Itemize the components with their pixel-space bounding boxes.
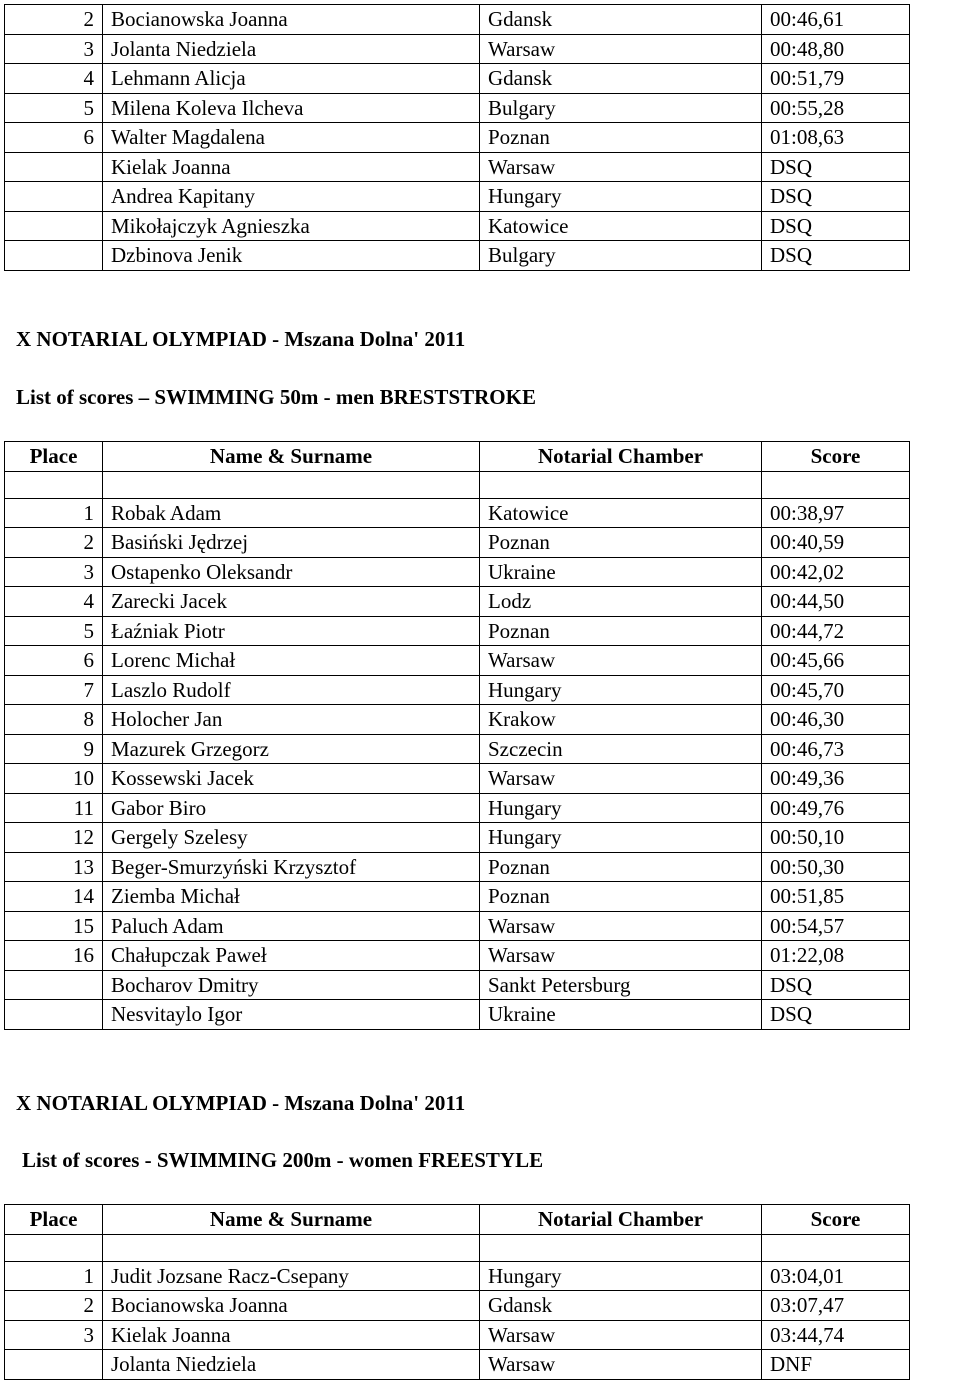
- table-row: [5, 182, 910, 212]
- name-cell: Holocher Jan: [103, 705, 480, 735]
- name-cell: Nesvitaylo Igor: [103, 1000, 480, 1030]
- chamber-header: Notarial Chamber: [480, 442, 762, 472]
- table-row: [5, 93, 910, 123]
- list-title: List of scores – SWIMMING 50m - men BRESTSTROKE: [16, 385, 536, 409]
- chamber-cell: Poznan: [480, 882, 762, 912]
- name-cell: Andrea Kapitany: [103, 182, 480, 212]
- table-row: [5, 5, 910, 35]
- name-header: Name & Surname: [103, 1205, 480, 1235]
- place-cell: 13: [5, 852, 103, 882]
- chamber-cell: Bulgary: [480, 241, 762, 271]
- score-cell: DSQ: [762, 211, 910, 241]
- score-cell: DSQ: [762, 1000, 910, 1030]
- blank-row: [5, 1234, 910, 1261]
- blank-cell: [480, 1234, 762, 1261]
- chamber-header: Notarial Chamber: [480, 1205, 762, 1235]
- score-cell: 00:50,30: [762, 852, 910, 882]
- place-cell: 16: [5, 941, 103, 971]
- score-cell: 01:08,63: [762, 123, 910, 153]
- name-cell: Jolanta Niedziela: [103, 1350, 480, 1380]
- chamber-cell: Hungary: [480, 793, 762, 823]
- blank-row: [5, 471, 910, 498]
- chamber-cell: Warsaw: [480, 1320, 762, 1350]
- event-title: X NOTARIAL OLYMPIAD - Mszana Dolna' 2011: [16, 1091, 466, 1115]
- table-row: [5, 970, 910, 1000]
- place-cell: 9: [5, 734, 103, 764]
- score-header: Score: [762, 442, 910, 472]
- table-row: [5, 882, 910, 912]
- score-cell: 00:51,85: [762, 882, 910, 912]
- table-row: [5, 1261, 910, 1291]
- score-header: Score: [762, 1205, 910, 1235]
- table-body: [5, 442, 910, 1030]
- place-cell: [5, 241, 103, 271]
- table-row: [5, 852, 910, 882]
- table-row: [5, 1350, 910, 1380]
- table-row: [5, 123, 910, 153]
- place-cell: 3: [5, 557, 103, 587]
- chamber-cell: Warsaw: [480, 152, 762, 182]
- table-row: [5, 646, 910, 676]
- score-cell: 01:22,08: [762, 941, 910, 971]
- chamber-cell: Warsaw: [480, 34, 762, 64]
- table-row: [5, 705, 910, 735]
- chamber-cell: Gdansk: [480, 64, 762, 94]
- name-cell: Zarecki Jacek: [103, 587, 480, 617]
- score-cell: 00:40,59: [762, 528, 910, 558]
- name-cell: Mikołajczyk Agnieszka: [103, 211, 480, 241]
- name-cell: Chałupczak Paweł: [103, 941, 480, 971]
- place-cell: 1: [5, 1261, 103, 1291]
- place-cell: 14: [5, 882, 103, 912]
- name-cell: Laszlo Rudolf: [103, 675, 480, 705]
- chamber-cell: Poznan: [480, 123, 762, 153]
- name-cell: Kielak Joanna: [103, 152, 480, 182]
- table-row: [5, 152, 910, 182]
- chamber-cell: Sankt Petersburg: [480, 970, 762, 1000]
- chamber-cell: Krakow: [480, 705, 762, 735]
- place-header: Place: [5, 1205, 103, 1235]
- table-row: [5, 793, 910, 823]
- score-cell: 00:48,80: [762, 34, 910, 64]
- blank-cell: [762, 1234, 910, 1261]
- place-cell: 4: [5, 64, 103, 94]
- table-row: [5, 587, 910, 617]
- blank-cell: [762, 471, 910, 498]
- place-cell: 15: [5, 911, 103, 941]
- place-cell: [5, 1000, 103, 1030]
- table-row: [5, 675, 910, 705]
- table-row: [5, 211, 910, 241]
- score-cell: DSQ: [762, 970, 910, 1000]
- score-cell: 00:44,72: [762, 616, 910, 646]
- place-cell: 6: [5, 123, 103, 153]
- table-row: [5, 1291, 910, 1321]
- place-cell: [5, 152, 103, 182]
- place-cell: [5, 970, 103, 1000]
- score-cell: 00:45,70: [762, 675, 910, 705]
- chamber-cell: Hungary: [480, 1261, 762, 1291]
- name-cell: Ostapenko Oleksandr: [103, 557, 480, 587]
- blank-cell: [103, 1234, 480, 1261]
- name-cell: Gergely Szelesy: [103, 823, 480, 853]
- score-cell: DSQ: [762, 241, 910, 271]
- score-cell: 03:44,74: [762, 1320, 910, 1350]
- blank-cell: [480, 471, 762, 498]
- chamber-cell: Gdansk: [480, 5, 762, 35]
- name-cell: Łaźniak Piotr: [103, 616, 480, 646]
- table-row: [5, 1000, 910, 1030]
- table-row: [5, 241, 910, 271]
- chamber-cell: Poznan: [480, 852, 762, 882]
- chamber-cell: Szczecin: [480, 734, 762, 764]
- table-row: [5, 498, 910, 528]
- score-cell: DSQ: [762, 182, 910, 212]
- place-cell: 8: [5, 705, 103, 735]
- table-row: [5, 557, 910, 587]
- score-cell: 03:07,47: [762, 1291, 910, 1321]
- chamber-cell: Poznan: [480, 528, 762, 558]
- chamber-cell: Poznan: [480, 616, 762, 646]
- name-cell: Bocianowska Joanna: [103, 1291, 480, 1321]
- name-cell: Basiński Jędrzej: [103, 528, 480, 558]
- table-body: [5, 5, 910, 271]
- name-cell: Mazurek Grzegorz: [103, 734, 480, 764]
- table-row: [5, 764, 910, 794]
- name-cell: Lehmann Alicja: [103, 64, 480, 94]
- score-cell: DSQ: [762, 152, 910, 182]
- name-cell: Beger-Smurzyński Krzysztof: [103, 852, 480, 882]
- score-cell: 00:51,79: [762, 64, 910, 94]
- name-header: Name & Surname: [103, 442, 480, 472]
- blank-cell: [103, 471, 480, 498]
- place-cell: 2: [5, 528, 103, 558]
- chamber-cell: Warsaw: [480, 1350, 762, 1380]
- table-row: [5, 528, 910, 558]
- place-cell: 2: [5, 5, 103, 35]
- score-cell: 03:04,01: [762, 1261, 910, 1291]
- score-cell: 00:54,57: [762, 911, 910, 941]
- place-cell: [5, 182, 103, 212]
- place-cell: 1: [5, 498, 103, 528]
- chamber-cell: Gdansk: [480, 1291, 762, 1321]
- table-row: [5, 1320, 910, 1350]
- place-cell: 10: [5, 764, 103, 794]
- table-row: [5, 34, 910, 64]
- chamber-cell: Warsaw: [480, 764, 762, 794]
- chamber-cell: Hungary: [480, 675, 762, 705]
- chamber-cell: Hungary: [480, 182, 762, 212]
- place-cell: 2: [5, 1291, 103, 1321]
- score-cell: 00:46,30: [762, 705, 910, 735]
- name-cell: Dzbinova Jenik: [103, 241, 480, 271]
- name-cell: Bocharov Dmitry: [103, 970, 480, 1000]
- chamber-cell: Lodz: [480, 587, 762, 617]
- name-cell: Walter Magdalena: [103, 123, 480, 153]
- name-cell: Jolanta Niedziela: [103, 34, 480, 64]
- name-cell: Kossewski Jacek: [103, 764, 480, 794]
- chamber-cell: Ukraine: [480, 1000, 762, 1030]
- chamber-cell: Warsaw: [480, 646, 762, 676]
- place-cell: 3: [5, 34, 103, 64]
- chamber-cell: Katowice: [480, 498, 762, 528]
- score-cell: 00:42,02: [762, 557, 910, 587]
- table-row: [5, 941, 910, 971]
- name-cell: Bocianowska Joanna: [103, 5, 480, 35]
- place-cell: 4: [5, 587, 103, 617]
- place-cell: 6: [5, 646, 103, 676]
- place-cell: 5: [5, 93, 103, 123]
- score-cell: 00:49,36: [762, 764, 910, 794]
- score-cell: 00:38,97: [762, 498, 910, 528]
- table-row: [5, 823, 910, 853]
- place-cell: 7: [5, 675, 103, 705]
- name-cell: Judit Jozsane Racz-Csepany: [103, 1261, 480, 1291]
- name-cell: Paluch Adam: [103, 911, 480, 941]
- blank-cell: [5, 471, 103, 498]
- score-cell: 00:44,50: [762, 587, 910, 617]
- name-cell: Lorenc Michał: [103, 646, 480, 676]
- chamber-cell: Katowice: [480, 211, 762, 241]
- table-body: [5, 1205, 910, 1380]
- table-header-row: [5, 442, 910, 472]
- chamber-cell: Warsaw: [480, 941, 762, 971]
- chamber-cell: Bulgary: [480, 93, 762, 123]
- place-cell: 3: [5, 1320, 103, 1350]
- scores-table-continued: [4, 4, 910, 271]
- name-cell: Ziemba Michał: [103, 882, 480, 912]
- place-cell: 12: [5, 823, 103, 853]
- name-cell: Kielak Joanna: [103, 1320, 480, 1350]
- place-cell: 11: [5, 793, 103, 823]
- name-cell: Robak Adam: [103, 498, 480, 528]
- scores-table-women-freestyle: [4, 1204, 910, 1380]
- scores-table-men-breaststroke: [4, 441, 910, 1030]
- score-cell: 00:55,28: [762, 93, 910, 123]
- table-row: [5, 734, 910, 764]
- table-row: [5, 64, 910, 94]
- score-cell: 00:46,73: [762, 734, 910, 764]
- table-row: [5, 616, 910, 646]
- score-cell: 00:49,76: [762, 793, 910, 823]
- place-cell: [5, 211, 103, 241]
- chamber-cell: Warsaw: [480, 911, 762, 941]
- blank-cell: [5, 1234, 103, 1261]
- list-title: List of scores - SWIMMING 200m - women FREESTYLE: [22, 1148, 544, 1172]
- name-cell: Gabor Biro: [103, 793, 480, 823]
- name-cell: Milena Koleva Ilcheva: [103, 93, 480, 123]
- chamber-cell: Ukraine: [480, 557, 762, 587]
- score-cell: 00:45,66: [762, 646, 910, 676]
- event-title: X NOTARIAL OLYMPIAD - Mszana Dolna' 2011: [16, 327, 466, 351]
- table-header-row: [5, 1205, 910, 1235]
- score-cell: 00:50,10: [762, 823, 910, 853]
- place-cell: 5: [5, 616, 103, 646]
- score-cell: 00:46,61: [762, 5, 910, 35]
- table-row: [5, 911, 910, 941]
- place-header: Place: [5, 442, 103, 472]
- chamber-cell: Hungary: [480, 823, 762, 853]
- score-cell: DNF: [762, 1350, 910, 1380]
- place-cell: [5, 1350, 103, 1380]
